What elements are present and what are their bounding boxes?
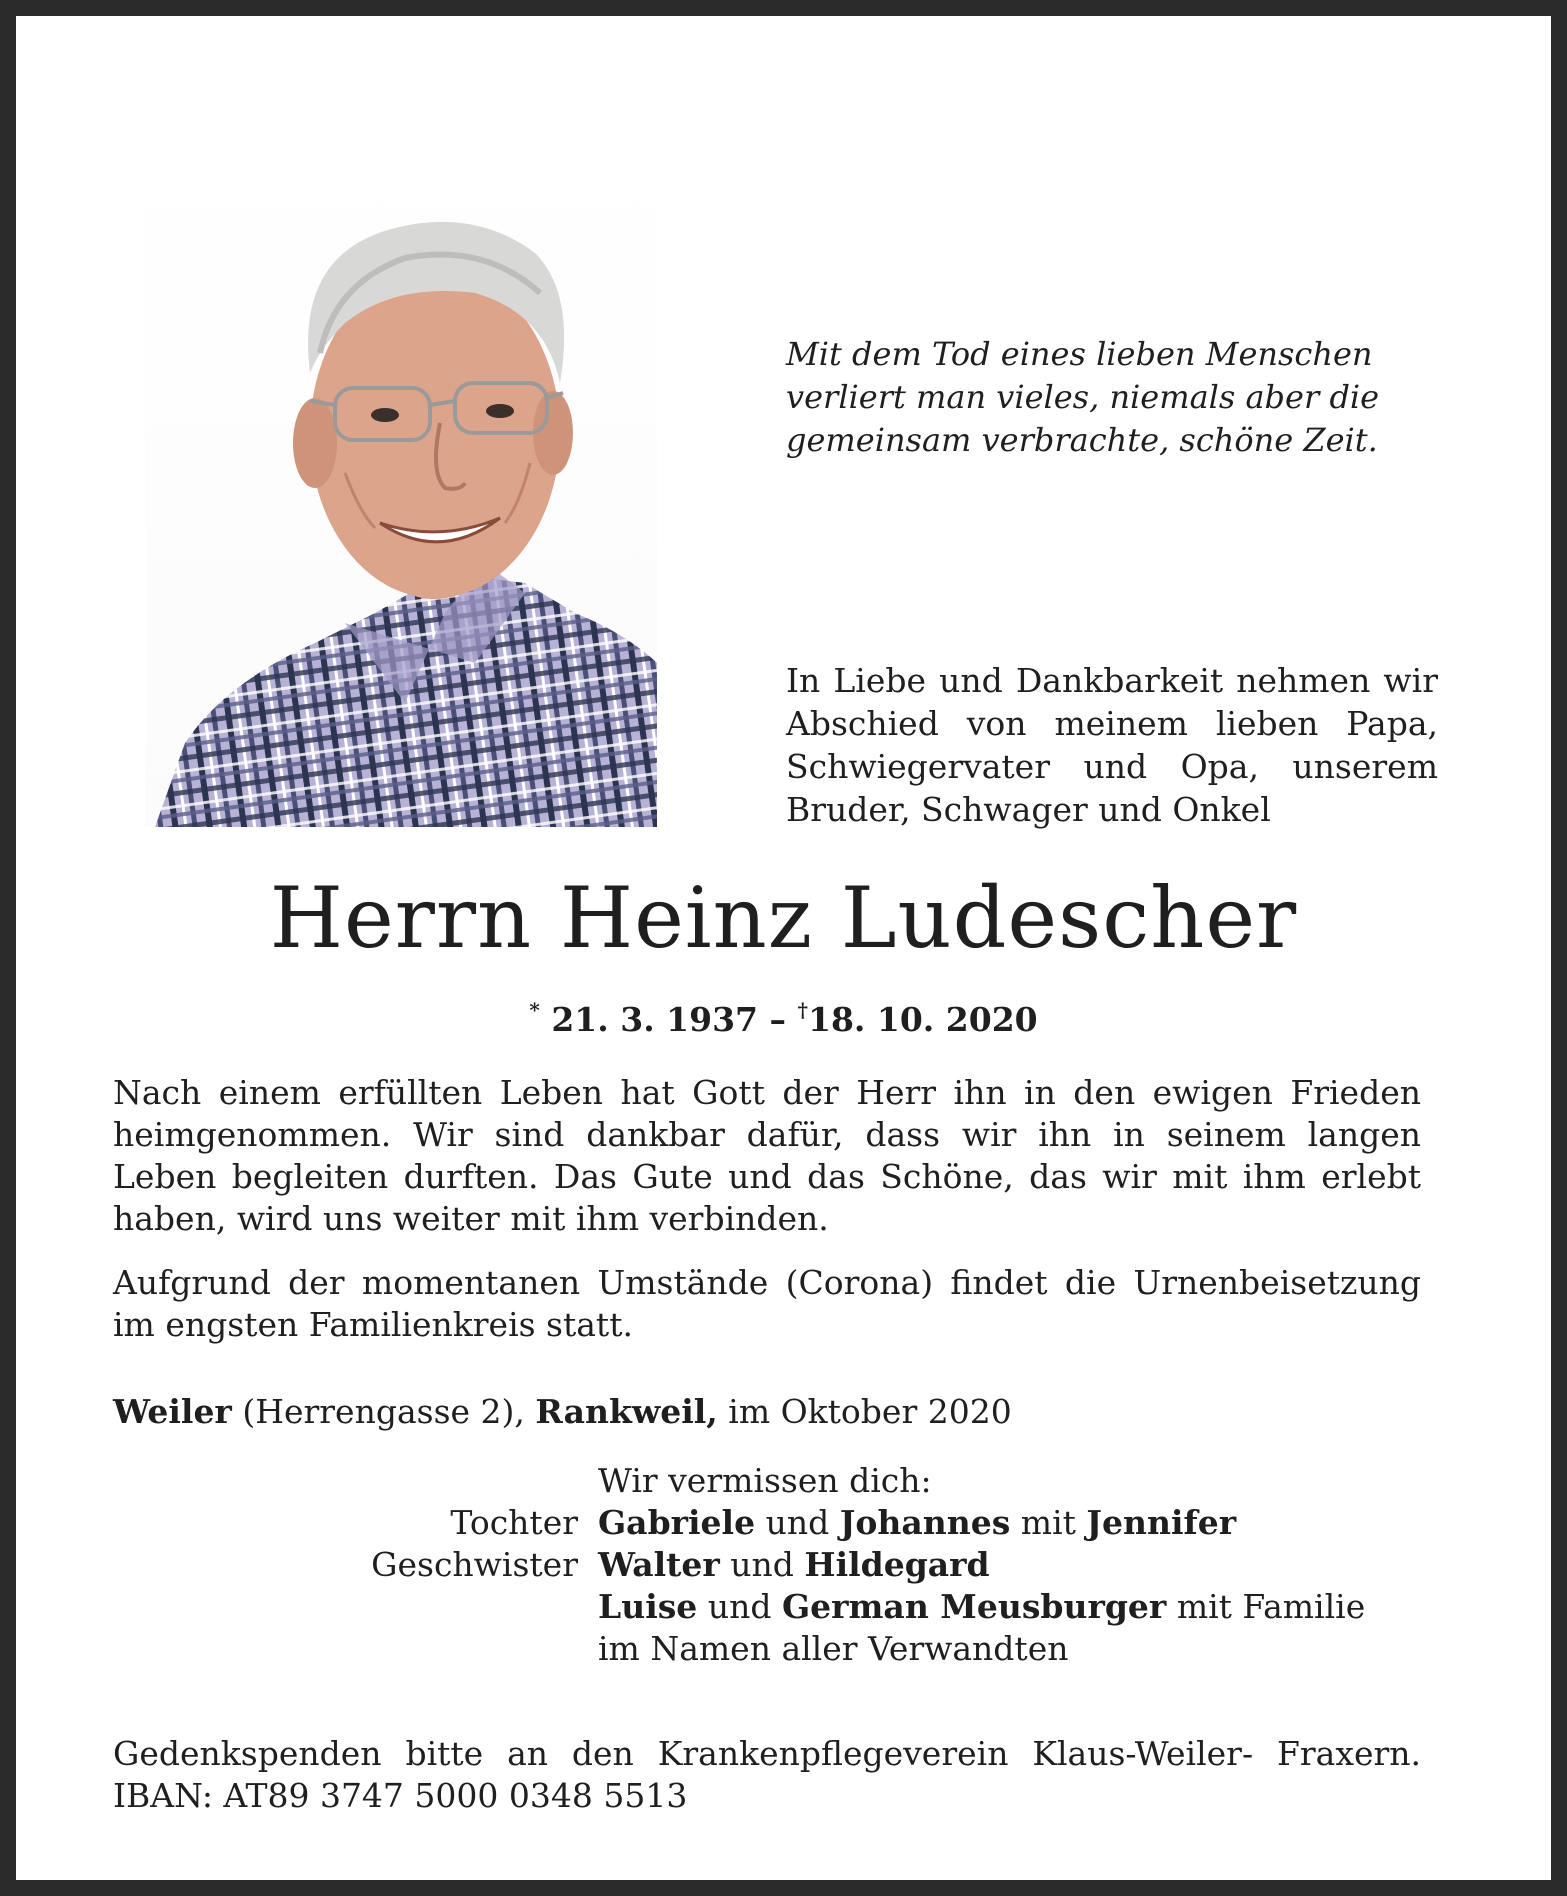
paragraph-line: Nach einem erfüllten Leben hat Gott der Herr ihn in den ewigen Frieden (113, 1073, 1421, 1112)
donation-line: Gedenkspenden bitte an den Krankenpflegeverein Klaus-Weiler- Fraxern. (113, 1734, 1421, 1773)
intro-line: Schwiegervater und Opa, unserem (786, 747, 1438, 786)
quote-line: verliert man vieles, niemals aber die (786, 378, 1380, 416)
paragraph-line: im engsten Familienkreis statt. (113, 1305, 633, 1344)
family-name: Walter (598, 1545, 720, 1584)
intro-line: Bruder, Schwager und Onkel (786, 790, 1271, 829)
life-dates (0, 988, 1567, 1042)
date-separator: – (769, 1000, 787, 1039)
donation-notice (113, 1733, 1421, 1817)
intro-line: Abschied von meinem lieben Papa, (786, 704, 1438, 743)
family-row-daughter (113, 1502, 1421, 1544)
quote-line: Mit dem Tod eines lieben Menschen (786, 335, 1373, 373)
deceased-name: Herrn Heinz Ludescher (269, 869, 1298, 967)
family-suffix: mit Familie (1176, 1587, 1366, 1626)
family-label-siblings: Geschwister (371, 1545, 578, 1584)
intro-text (786, 659, 1438, 831)
death-symbol: † (797, 998, 808, 1022)
paragraph-line: haben, wird uns weiter mit ihm verbinden. (113, 1199, 829, 1238)
portrait-photo (145, 143, 657, 827)
town-rankweil: Rankweil, (535, 1392, 718, 1431)
month-year: im Oktober 2020 (728, 1392, 1012, 1431)
birth-date: 21. 3. 1937 (551, 1000, 759, 1039)
family-list (113, 1460, 1421, 1670)
quote-line: gemeinsam verbrachte, schöne Zeit. (786, 421, 1378, 459)
family-name: Hildegard (804, 1545, 990, 1584)
family-row-siblings-2 (113, 1586, 1421, 1628)
memorial-quote (786, 333, 1426, 462)
town-weiler: Weiler (113, 1392, 232, 1431)
family-name: German Meusburger (781, 1587, 1167, 1626)
death-date: 18. 10. 2020 (807, 1000, 1038, 1039)
paragraph-burial (113, 1262, 1421, 1346)
iban-line: IBAN: AT89 3747 5000 0348 5513 (113, 1776, 688, 1815)
family-name: Gabriele (598, 1503, 756, 1542)
conjunction: und (707, 1587, 772, 1626)
family-name: Johannes (839, 1503, 1011, 1542)
conjunction: und (765, 1503, 830, 1542)
family-label-daughter: Tochter (450, 1503, 578, 1542)
relatives-line: im Namen aller Verwandten (598, 1629, 1069, 1668)
paragraph-line: heimgenommen. Wir sind dankbar dafür, dass wir ihn in seinem langen (113, 1115, 1421, 1154)
family-heading: Wir vermissen dich: (598, 1461, 932, 1500)
conjunction: und (730, 1545, 794, 1584)
paragraph-farewell (113, 1072, 1421, 1240)
birth-symbol: * (529, 998, 540, 1022)
paragraph-line: Aufgrund der momentanen Umstände (Corona) findet die Urnenbeisetzung (113, 1263, 1421, 1302)
address: (Herrengasse 2), (242, 1392, 525, 1431)
family-heading-row (113, 1460, 1421, 1502)
family-name: Luise (598, 1587, 698, 1626)
conjunction: mit (1020, 1503, 1076, 1542)
family-row-relatives (113, 1628, 1421, 1670)
paragraph-line: Leben begleiten durften. Das Gute und das Schöne, das wir mit ihm erlebt (113, 1157, 1421, 1196)
place-and-date (113, 1390, 1012, 1434)
family-row-siblings (113, 1544, 1421, 1586)
intro-line: In Liebe und Dankbarkeit nehmen wir (786, 661, 1438, 700)
family-name: Jennifer (1086, 1503, 1237, 1542)
